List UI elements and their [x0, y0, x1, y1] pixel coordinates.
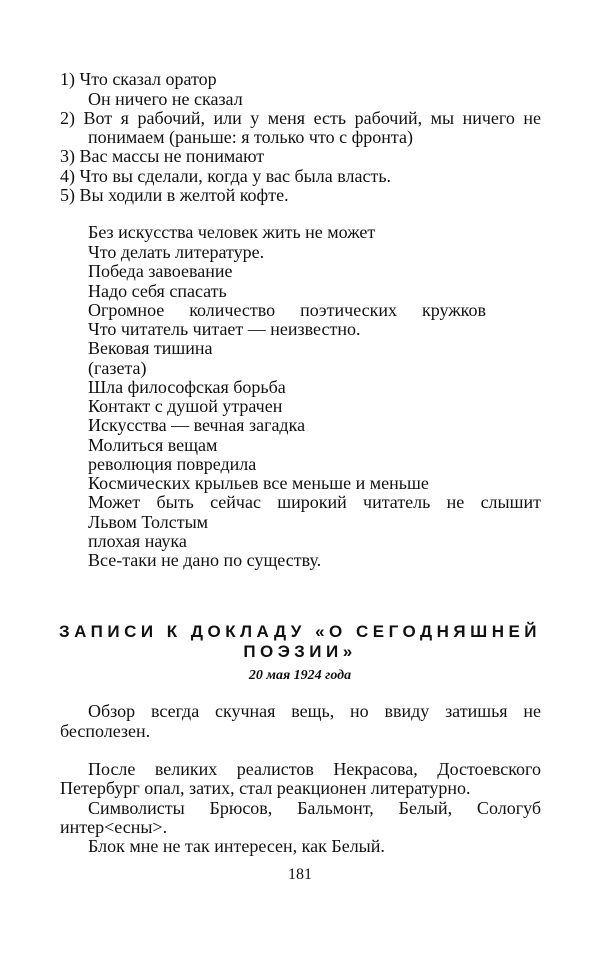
note-line: Что делать литературе.: [88, 242, 265, 262]
list-line: Он ничего не сказал: [88, 89, 243, 109]
note-line: Вековая тишина: [88, 338, 213, 358]
paragraph-line: бесполезен.: [60, 721, 151, 741]
paragraph-line: Блок мне не так интересен, как Белый.: [88, 836, 385, 856]
note-line: Может быть сейчас широкий читатель не слышит: [88, 492, 541, 512]
list-line: понимаем (раньше: я только что с фронта): [88, 127, 413, 147]
note-line: Молиться вещам: [88, 435, 218, 455]
note-line: революция повредила: [88, 454, 257, 474]
note-line: плохая наука: [88, 531, 187, 551]
note-line: Надо себя спасать: [88, 281, 227, 301]
note-line: Львом Толстым: [88, 512, 209, 532]
list-line: 1) Что сказал оратор: [60, 69, 217, 89]
note-line: Шла философская борьба: [88, 377, 286, 397]
section-title: ПОЭЗИИ»: [243, 642, 357, 661]
paragraph-line: Обзор всегда скучная вещь, но ввиду затишья не: [88, 701, 541, 721]
page-number: 181: [288, 866, 312, 883]
note-line: Победа завоевание: [88, 261, 233, 281]
note-line: Без искусства человек жить не может: [88, 222, 376, 242]
section-date: 20 мая 1924 года: [248, 668, 352, 683]
note-line: Космических крыльев все меньше и меньше: [88, 473, 429, 493]
note-line: Огромное количество поэтических кружков: [88, 300, 486, 320]
paragraph-line: Символисты Брюсов, Бальмонт, Белый, Сологуб: [88, 798, 541, 818]
list-line: 2) Вот я рабочий, или у меня есть рабочий, мы ничего не: [60, 108, 541, 128]
note-line: Искусства — вечная загадка: [88, 415, 306, 435]
list-line: 3) Вас массы не понимают: [60, 146, 265, 166]
note-line: (газета): [88, 358, 147, 378]
list-line: 4) Что вы сделали, когда у вас была власть.: [60, 166, 392, 186]
list-line: 5) Вы ходили в желтой кофте.: [60, 185, 289, 205]
paragraph-line: Петербург опал, затих, стал реакционен литературно.: [60, 778, 471, 798]
note-line: Все-таки не дано по существу.: [88, 550, 322, 570]
note-line: Контакт с душой утрачен: [88, 396, 283, 416]
note-line: Что читатель читает — неизвестно.: [88, 319, 361, 339]
paragraph-line: После великих реалистов Некрасова, Достоевского: [88, 759, 541, 779]
paragraph-line: интер<есны>.: [60, 817, 168, 837]
section-title: ЗАПИСИ К ДОКЛАДУ «О СЕГОДНЯШНЕЙ: [58, 622, 542, 641]
